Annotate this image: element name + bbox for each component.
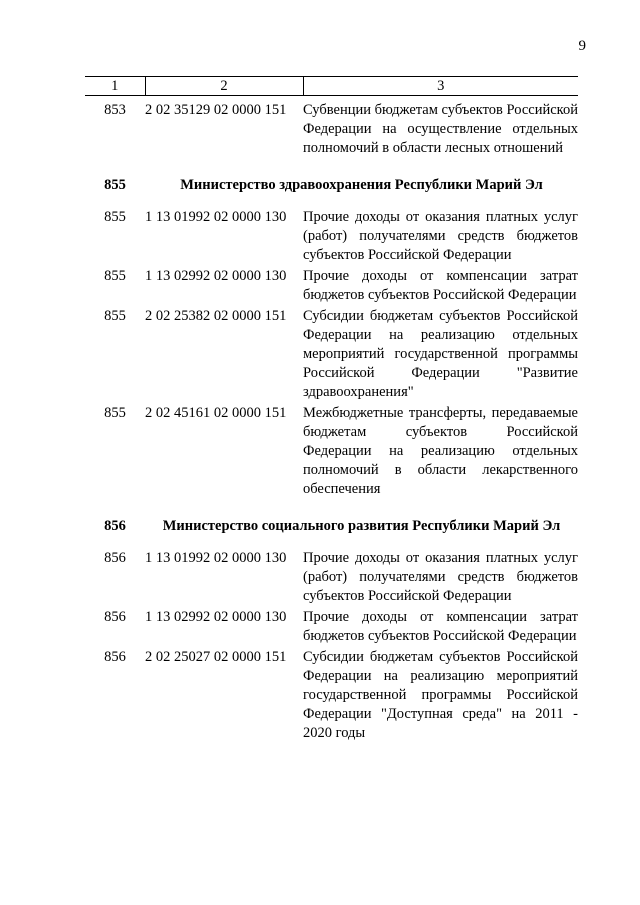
revenue-description: Субсидии бюджетам субъектов Российской Федерации на реализацию мероприятий государственной программы Российской Федерации "Доступная среда" на 2011 - 2020 годы [303, 649, 578, 741]
column-header-3: 3 [303, 77, 578, 96]
table-row [85, 96, 578, 161]
revenue-description: Прочие доходы от компенсации затрат бюджетов субъектов Российской Федерации [303, 268, 578, 303]
table-row [85, 549, 578, 608]
section-title: Министерство здравоохранения Республики Марий Эл [180, 177, 543, 193]
table-row [85, 208, 578, 267]
table-row [85, 404, 578, 501]
budget-classification-code: 2 02 45161 02 0000 151 [145, 405, 287, 421]
table-row [85, 267, 578, 307]
column-header-1: 1 [85, 77, 145, 96]
table-body [85, 96, 578, 746]
budget-classification-code: 1 13 01992 02 0000 130 [145, 209, 287, 225]
section-row [85, 160, 578, 208]
table-row [85, 648, 578, 745]
revenue-description: Прочие доходы от оказания платных услуг (работ) получателями средств бюджетов субъектов Российской Федерации [303, 550, 578, 604]
section-code: 855 [104, 177, 126, 193]
admin-code: 856 [104, 649, 126, 665]
admin-code: 856 [104, 609, 126, 625]
budget-classification-code: 1 13 02992 02 0000 130 [145, 268, 287, 284]
admin-code: 855 [104, 308, 126, 324]
table-row [85, 608, 578, 648]
revenue-description: Субвенции бюджетам субъектов Российской Федерации на осуществление отдельных полномочий в области лесных отношений [303, 102, 578, 156]
revenue-description: Прочие доходы от оказания платных услуг (работ) получателями средств бюджетов субъектов Российской Федерации [303, 209, 578, 263]
budget-classification-code: 1 13 02992 02 0000 130 [145, 609, 287, 625]
revenue-description: Межбюджетные трансферты, передаваемые бюджетам субъектов Российской Федерации на реализацию отдельных полномочий в области лекарственного обеспечения [303, 405, 578, 497]
budget-classification-code: 2 02 25382 02 0000 151 [145, 308, 287, 324]
table-header [85, 77, 578, 96]
budget-classification-code: 1 13 01992 02 0000 130 [145, 550, 287, 566]
revenue-description: Прочие доходы от компенсации затрат бюджетов субъектов Российской Федерации [303, 609, 578, 644]
section-code: 856 [104, 518, 126, 534]
table-row [85, 307, 578, 404]
admin-code: 853 [104, 102, 126, 118]
column-header-2: 2 [145, 77, 303, 96]
admin-code: 855 [104, 405, 126, 421]
admin-code: 855 [104, 209, 126, 225]
section-row [85, 501, 578, 549]
budget-classification-code: 2 02 25027 02 0000 151 [145, 649, 287, 665]
section-title: Министерство социального развития Республики Марий Эл [162, 518, 561, 534]
revenue-classification-table [85, 76, 578, 745]
budget-classification-code: 2 02 35129 02 0000 151 [145, 102, 287, 118]
page-number: 9 [578, 38, 586, 54]
admin-code: 856 [104, 550, 126, 566]
admin-code: 855 [104, 268, 126, 284]
revenue-description: Субсидии бюджетам субъектов Российской Федерации на реализацию отдельных мероприятий государственной программы Российской Федерации "Развитие здравоохранения" [303, 308, 578, 400]
